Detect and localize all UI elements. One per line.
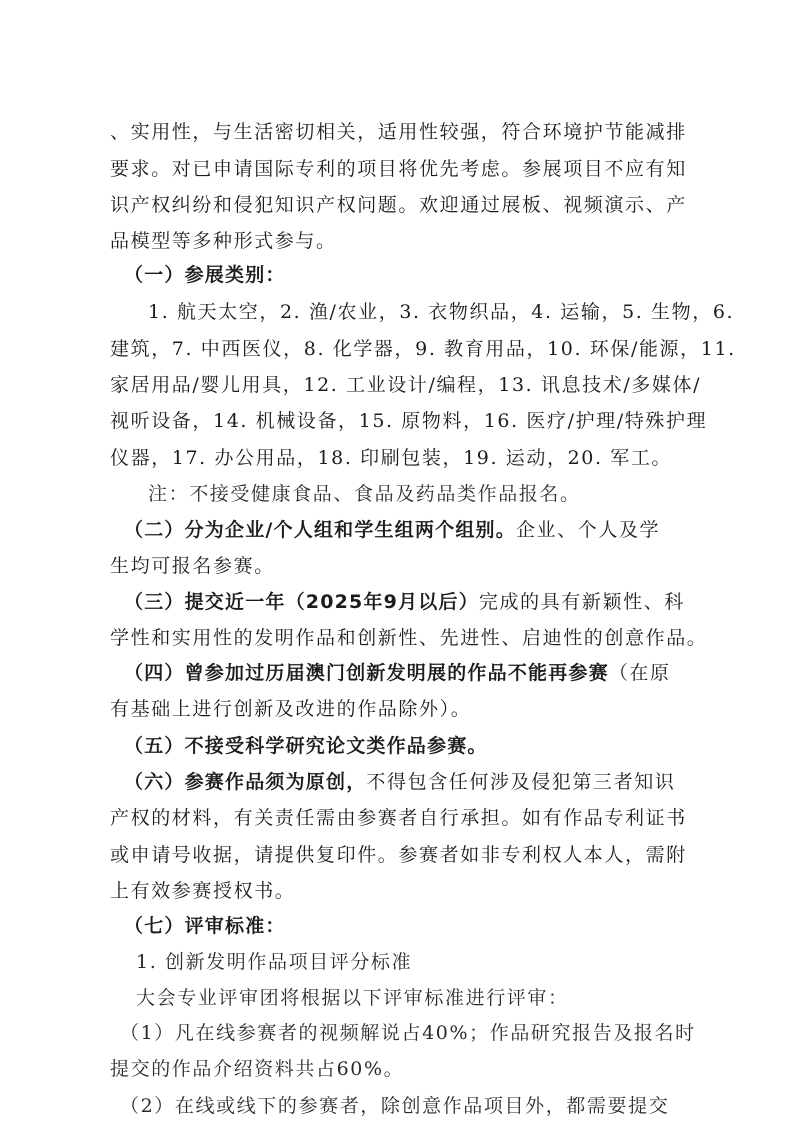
section-6-line-4: 上有效参赛授权书。 [110, 880, 296, 902]
section-7-heading: （七）评审标准： [124, 915, 286, 937]
section-5-line-1: （五）不接受科学研究论文类作品参赛。 [124, 735, 488, 757]
section-3-line-2: 学性和实用性的发明作品和创新性、先进性、启迪性的创意作品。 [110, 627, 708, 649]
section-1-heading: （一）参展类别： [124, 264, 286, 286]
section-2-bold: （二）分为企业/个人组和学生组两个组别。 [124, 519, 516, 541]
section-7-item-1-line-2: 提交的作品介绍资料共占60%。 [110, 1058, 405, 1080]
section-1-line-2: 建筑，7. 中西医仪，8. 化学器，9. 教育用品，10. 环保/能源，11. [110, 338, 736, 360]
intro-line-4: 品模型等多种形式参与。 [110, 230, 337, 252]
section-2-line-2: 生均可报名参赛。 [110, 555, 275, 577]
section-6-line-1 [124, 770, 675, 794]
section-7-subheading: 1. 创新发明作品项目评分标准 [136, 951, 413, 973]
section-7-item-1-line-1: （1）凡在线参赛者的视频解说占40%；作品研究报告及报名时 [120, 1022, 696, 1044]
section-3-line-1 [124, 590, 685, 614]
section-1-note: 注：不接受健康食品、食品及药品类作品报名。 [148, 483, 581, 505]
section-1-line-3: 家居用品/婴儿用具，12. 工业设计/编程，13. 讯息技术/多媒体/ [110, 374, 702, 396]
section-4-rest: （在原 [608, 662, 671, 684]
section-2-rest: 企业、个人及学 [515, 519, 661, 541]
section-6-line-2: 产权的材料，有关责任需由参赛者自行承担。如有作品专利证书 [110, 807, 687, 829]
section-2-line-1 [124, 518, 660, 542]
section-6-line-3: 或申请号收据，请提供复印件。参赛者如非专利权人本人，需附 [110, 844, 687, 866]
intro-line-2: 要求。对已申请国际专利的项目将优先考虑。参展项目不应有知 [110, 158, 687, 180]
section-1-line-4: 视听设备，14. 机械设备，15. 原物料，16. 医疗/护理/特殊护理 [110, 410, 708, 432]
section-3-rest: 完成的具有新颖性、科 [478, 591, 685, 613]
section-1-line-5: 仪器，17. 办公用品，18. 印刷包装，19. 运动，20. 军工。 [110, 447, 673, 469]
section-7-intro: 大会专业评审团将根据以下评审标准进行评审： [136, 987, 569, 1009]
section-4-line-1 [124, 661, 671, 685]
intro-line-3: 识产权纠纷和侵犯知识产权问题。欢迎通过展板、视频演示、产 [110, 194, 687, 216]
section-6-rest: 不得包含任何涉及侵犯第三者知识 [366, 771, 676, 793]
intro-line-1: 、实用性，与生活密切相关，适用性较强，符合环境护节能减排 [110, 121, 687, 143]
section-4-bold: （四）曾参加过历届澳门创新发明展的作品不能再参赛 [124, 662, 609, 684]
section-4-line-2: 有基础上进行创新及改进的作品除外）。 [110, 698, 472, 720]
section-3-bold: （三）提交近一年（2025年9月以后） [124, 591, 479, 613]
section-6-bold: （六）参赛作品须为原创， [124, 771, 367, 793]
section-7-item-2-line-1: （2）在线或线下的参赛者，除创意作品项目外，都需要提交 [120, 1095, 670, 1117]
section-1-line-1: 1. 航天太空，2. 渔/农业，3. 衣物织品，4. 运输，5. 生物，6. [148, 301, 735, 323]
